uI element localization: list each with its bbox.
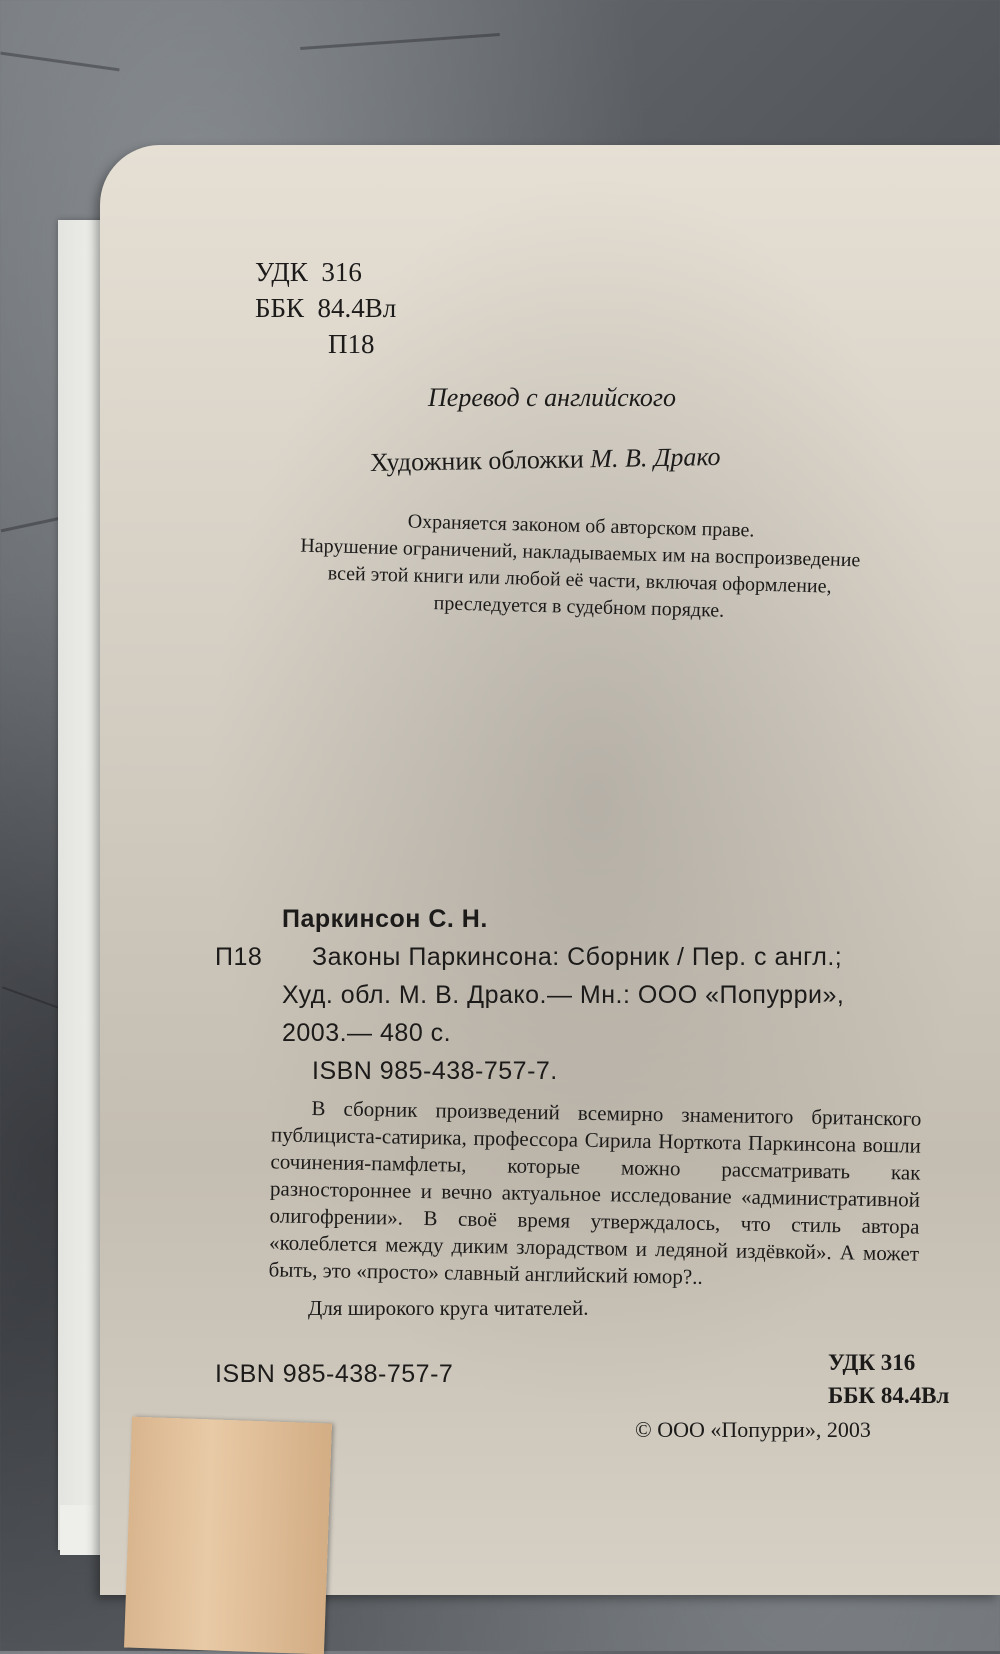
- annotation: [268, 1094, 921, 1294]
- bibliography-code: П18: [215, 943, 263, 971]
- stone-crack: [300, 33, 500, 50]
- cover-artist-label: Художник обложки: [369, 444, 585, 478]
- udk-value: 316: [321, 257, 362, 287]
- copyright-line: © ООО «Попурри», 2003: [635, 1417, 871, 1442]
- bibliography-line: 2003.— 480 с.: [282, 1019, 452, 1047]
- wooden-stick: [124, 1417, 332, 1654]
- copyright-notice-line: Охраняется законом об авторском праве.: [407, 510, 755, 542]
- bibliography-isbn: ISBN 985-438-757-7.: [312, 1057, 558, 1085]
- author-code: П18: [328, 329, 375, 359]
- stone-crack: [0, 52, 119, 72]
- udk-line: [255, 257, 362, 288]
- bbk-bottom: ББК 84.4Вл: [828, 1383, 950, 1408]
- copyright-notice: [229, 504, 932, 630]
- translation-note: Перевод с английского: [428, 383, 677, 412]
- audience: Для широкого круга читателей.: [308, 1296, 589, 1320]
- cover-artist-name: М. В. Драко: [590, 441, 721, 474]
- udk-bottom: УДК 316: [828, 1350, 916, 1375]
- annotation-text: В сборник произведений всемирно знаменитого британского публициста-сатирика, профессора Сирила Норткота Паркинсона вошли сочинения-памфлеты, которые можно рассматривать как разностороннее и вечно актуальное исследование «административной олигофрении». В своё время утверждалось, что стиль автора «колеблется между диким злорадством и ледяной издёвкой». А может быть, это «просто» славный английский юмор?..: [268, 1096, 922, 1289]
- bibliography-line: Законы Паркинсона: Сборник / Пер. с англ.;: [312, 943, 843, 971]
- copyright-notice-line: всей этой книги или любой её части, включая оформление,: [327, 562, 832, 598]
- bbk-value: 84.4Вл: [317, 293, 397, 323]
- bbk-label: ББК: [255, 293, 305, 323]
- isbn-bottom: ISBN 985-438-757-7: [215, 1360, 454, 1388]
- udk-label: УДК: [255, 257, 308, 287]
- copyright-notice-line: Нарушение ограничений, накладываемых им на воспроизведение: [300, 534, 861, 572]
- bbk-line: [255, 293, 396, 324]
- bibliography-author: Паркинсон С. Н.: [282, 905, 488, 933]
- book-page: [100, 145, 1000, 1595]
- cover-artist: [370, 442, 721, 478]
- copyright-notice-line: преследуется в судебном порядке.: [433, 592, 725, 622]
- bibliography-line: Худ. обл. М. В. Драко.— Мн.: ООО «Попурри»,: [282, 981, 845, 1009]
